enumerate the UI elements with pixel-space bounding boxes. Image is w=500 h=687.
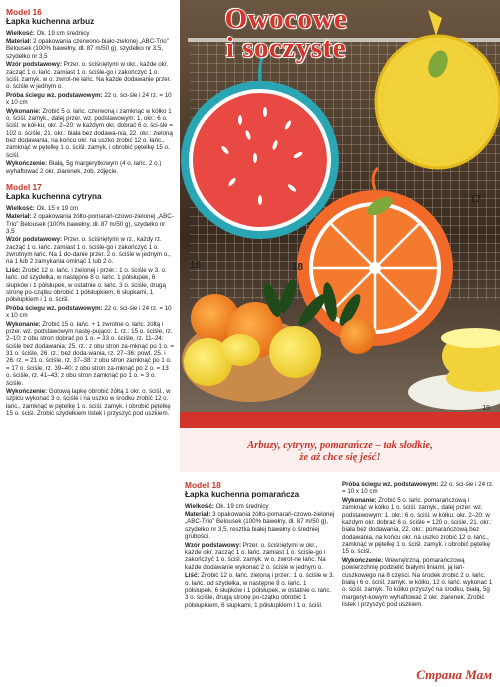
model18-size: Wielkość: Ok. 19 cm średnicy	[185, 502, 269, 510]
model18-leaf: Liść: Zrobić 12 o. łańc. zieloną i przer.: 1 o. ściśle w 3. o. łańc. od szydełka, w następne 8 o. łańc. 1 półsłupek, 6 słupków i 1 półsłupek, w ostatnie o. łańc. 3 o. ściśle, drugą stronę po-czątku obrobić 1 półsłupkiem, 6 słupkami, 1 półsłupkiem i 1 o. ściśl.	[185, 572, 335, 609]
model17-pattern: Wzór podstawowy: Przer. o. ściśniętymi w rz., każdy rz. zacząć 1 o. łańc. zamiast 1 o. ściśle-go i zakończyć 1 o. zwrotnym łańc. Na 1 do-danie przer. 2 o. ściśle w jednym o., na 1 łub 2 zamykania ominąć 1 lub 2 o.	[6, 236, 171, 266]
model18-work: Wykonanie: Zrobić 5 o. łańc. pomarańczową i zamknąć w kółko 1 o. ściśl. zamyk., dalej przer. wz. podstawowym: 1. okr.: 6 o. ściśl. w kółku; okr. 2–20: w każdym okr. dobrać 6 o. ściśle = 120 o. ściśle, 21. okr.: biała bez dodawania, 22. okr.: pomarańczową bez dodawania, na końcu okr. na uszko zrobić 12 o. łańc., zamknąć w pętelkę 1 o. ściśl. zamyk. i obrobić pętelkę 15 o. ściśl.	[342, 496, 492, 556]
watermark-logo: Страна Мам	[416, 667, 492, 682]
model17-material: Materiał: 2 opakowania żółto-pomarań-czowo-zielonej „ABC-Trio” Belousek (100% bawełny, dł. 87 m/50 g), szydełko nr 3,5	[6, 213, 174, 235]
model16-gauge: Próba ściegu wz. podstawowym: 22 o. ści-śle i 24 rz. = 10 x 10 cm	[6, 91, 172, 107]
model17-title: Model 17	[6, 182, 42, 193]
model16-material: Materiał: 2 opakowania czerwono-biało-zielonej „ABC-Trio” Belousek (100% bawełny, dł. 87 m/50 g), szydełko nr 3,5, szydełko nr 3,5	[6, 38, 169, 60]
model18-subtitle: Łapka kuchenna pomarańcza	[185, 490, 300, 499]
model18-title: Model 18	[185, 480, 221, 490]
photo-illustration	[180, 0, 500, 472]
right-column	[342, 481, 494, 609]
model17-gauge: Próba ściegu wz. podstawowym: 22 o. ści-śle i 24 rz. = 10 x 10 cm	[6, 304, 172, 320]
photo-label-16: 16	[190, 260, 202, 271]
caption-line1: Arbuzy, cytryny, pomarańcze – tak słodkie,	[247, 440, 433, 451]
headline-line2: i soczyste	[225, 32, 347, 64]
middle-column	[185, 481, 335, 610]
model17-finish: Wykończenie: Gotową łapkę obrobić żółtą 1 okr. o. ściśl., w szpicu wykonać 3 o. ściśle i na uszko w środku zrobić 12 o. łańc., zamknąć w pętelkę 1 o. ściśl. zamyk. i obrobić pętelkę 15 o. ściśl. Zrobić szydełkiem listek i przyszyć pod uszkiem.	[6, 388, 171, 418]
headline	[186, 4, 386, 62]
model16-finish: Wykończenie: Białą, 5g margerytkowym (4 o. łańc. 2 o.) wyhaftować 2 okr. ziarenek, zob. zdjęcie.	[6, 160, 162, 175]
caption-line2: że aż chce się jeść!	[299, 452, 381, 463]
model16-title: Model 16	[6, 7, 42, 17]
photo-label-17: 17	[470, 194, 482, 205]
headline-line1: Owocowe	[224, 3, 348, 35]
model18-material: Materiał: 3 opakowania żółto-pomarań-czowo-zielonej „ABC-Trio” Belousek (100% bawełny, dł. 87 m/50 g), szydełko nr 3,5, resztka białej bawełny o średniej grubości.	[185, 511, 335, 541]
model17-work: Wykonanie: Zrobić 15 o. łańc. + 1 zwrotne o. łańc. żółtą i przer. wz. podstawowym nastę-pująco: 1. rz.: 15 o. ściśle, rz. 2–10: z obu stron dobrać po 1 o. = 33 o. ściśle, rz. 11–24: ściśle bez dodawania; 25. rz.: z obu stron za-mknąć po 1 o. = 31 o. ściśle, 26. rz.: bez doda-wania, rz. 27–36: powt. 25. i 26. rz. = 21 o. ściśle, rz. 37–38: z obu stron zamknąć po 1 o. = 17 o. ściśle, rz. 39–40: z obu stron za-mknąć po 2 o. = 13 o. ściśle, rz. 41–43: z obu stron zamknąć po 1 o. = 3 o. ściśle.	[6, 320, 175, 387]
photo-label-18: 18	[292, 262, 304, 273]
model16-work: Wykonanie: Zrobić 5 o. łańc. czerwoną i zamknąć w kółko 1 o. ściśl. zamyk., dalej przer. wz. podstawowym: 1. okr.: 6 o. ściśl. w kół-ku; okr. 2–20: w każdym okr. dobrać 6 o. ści-śle = 102 o. ściśle, 21. okr.: biała bez dodawa-nia, 22. okr.: zieloną bez dodawania, na końcu okr. na uszko zrobić 12 o. łańc., zamknąć w pętelkę 1 o. ściśl. zamyk. i obrobić pętelkę 15 o. ściśl.	[6, 107, 173, 159]
left-column	[6, 8, 174, 419]
model16-pattern: Wzór podstawowy: Przer. o. ściśniętymi w okr., każde okr. zacząć 1 o. łańc. zamiast 1 o. ściśle-go i zakończyć 1 o. ściśl. zamyk. w o. zwrot-ne łańc. Na każde dodawanie przer. o. ściśle w jednym o.	[6, 61, 172, 91]
page-number: 19	[482, 405, 490, 412]
photo-caption	[180, 440, 500, 480]
model17-subtitle: Łapka kuchenna cytryna	[6, 192, 102, 202]
model18-pattern: Wzór podstawowy: Przer. o. ściśniętymi w okr., każde okr. zacząć 1 o. łańc. zamiast 1 o. ściśle-go i zakończyć 1 o. ściśl. zamyk. w o. zwrot-ne łańc. Na każde dodawanie wykonać 2 o. ściśle w jednym o.	[185, 541, 326, 571]
model17-leaf: Liść: Zrobić 12 o. łańc. i zielonej i przer.: 1 o. ściśle w 3. o. łańc. od szydełka, w następne 8 o. łańc. 1 półsłupek, 6 słupków i 1 półsłupek, w ostatnie o. łańc. 3 o. ściśle, drugą stronę po-czątku obrobić 1 półsłupkiem, 6 słupkami, 1 półsłupkiem i 1 o. ściśl.	[6, 266, 167, 304]
model16-size: Wielkość: Ok. 19 cm średnicy	[6, 29, 90, 37]
model16-subtitle: Łapka kuchenna arbuz	[6, 17, 95, 26]
model17-size: Wielkość: Ok. 15 x 19 cm	[6, 204, 79, 212]
product-photo	[180, 0, 500, 472]
model18-gauge: Próba ściegu wz. podstawowym: 22 o. ści-śle i 24 rz. = 10 x 10 cm	[342, 481, 494, 496]
model18-finish: Wykończenie: Wewnętrzną, pomarańczową powierzchnię podzielić białymi liniami, ją łań-cuszkowego na 8 części. Na środek zrobić 2 o. łańc. białą i 6 o. ściśl. zamyk. w kółku, 12 o. łańc. wykonać 1 o. ściśl. zamyk. To kółko przyszyć na środku, białą, 5g margeryt-kowym wyhaftować 2 okr. ziarenek. Zrobić listek i przyszyć pod uszkiem.	[342, 556, 493, 608]
